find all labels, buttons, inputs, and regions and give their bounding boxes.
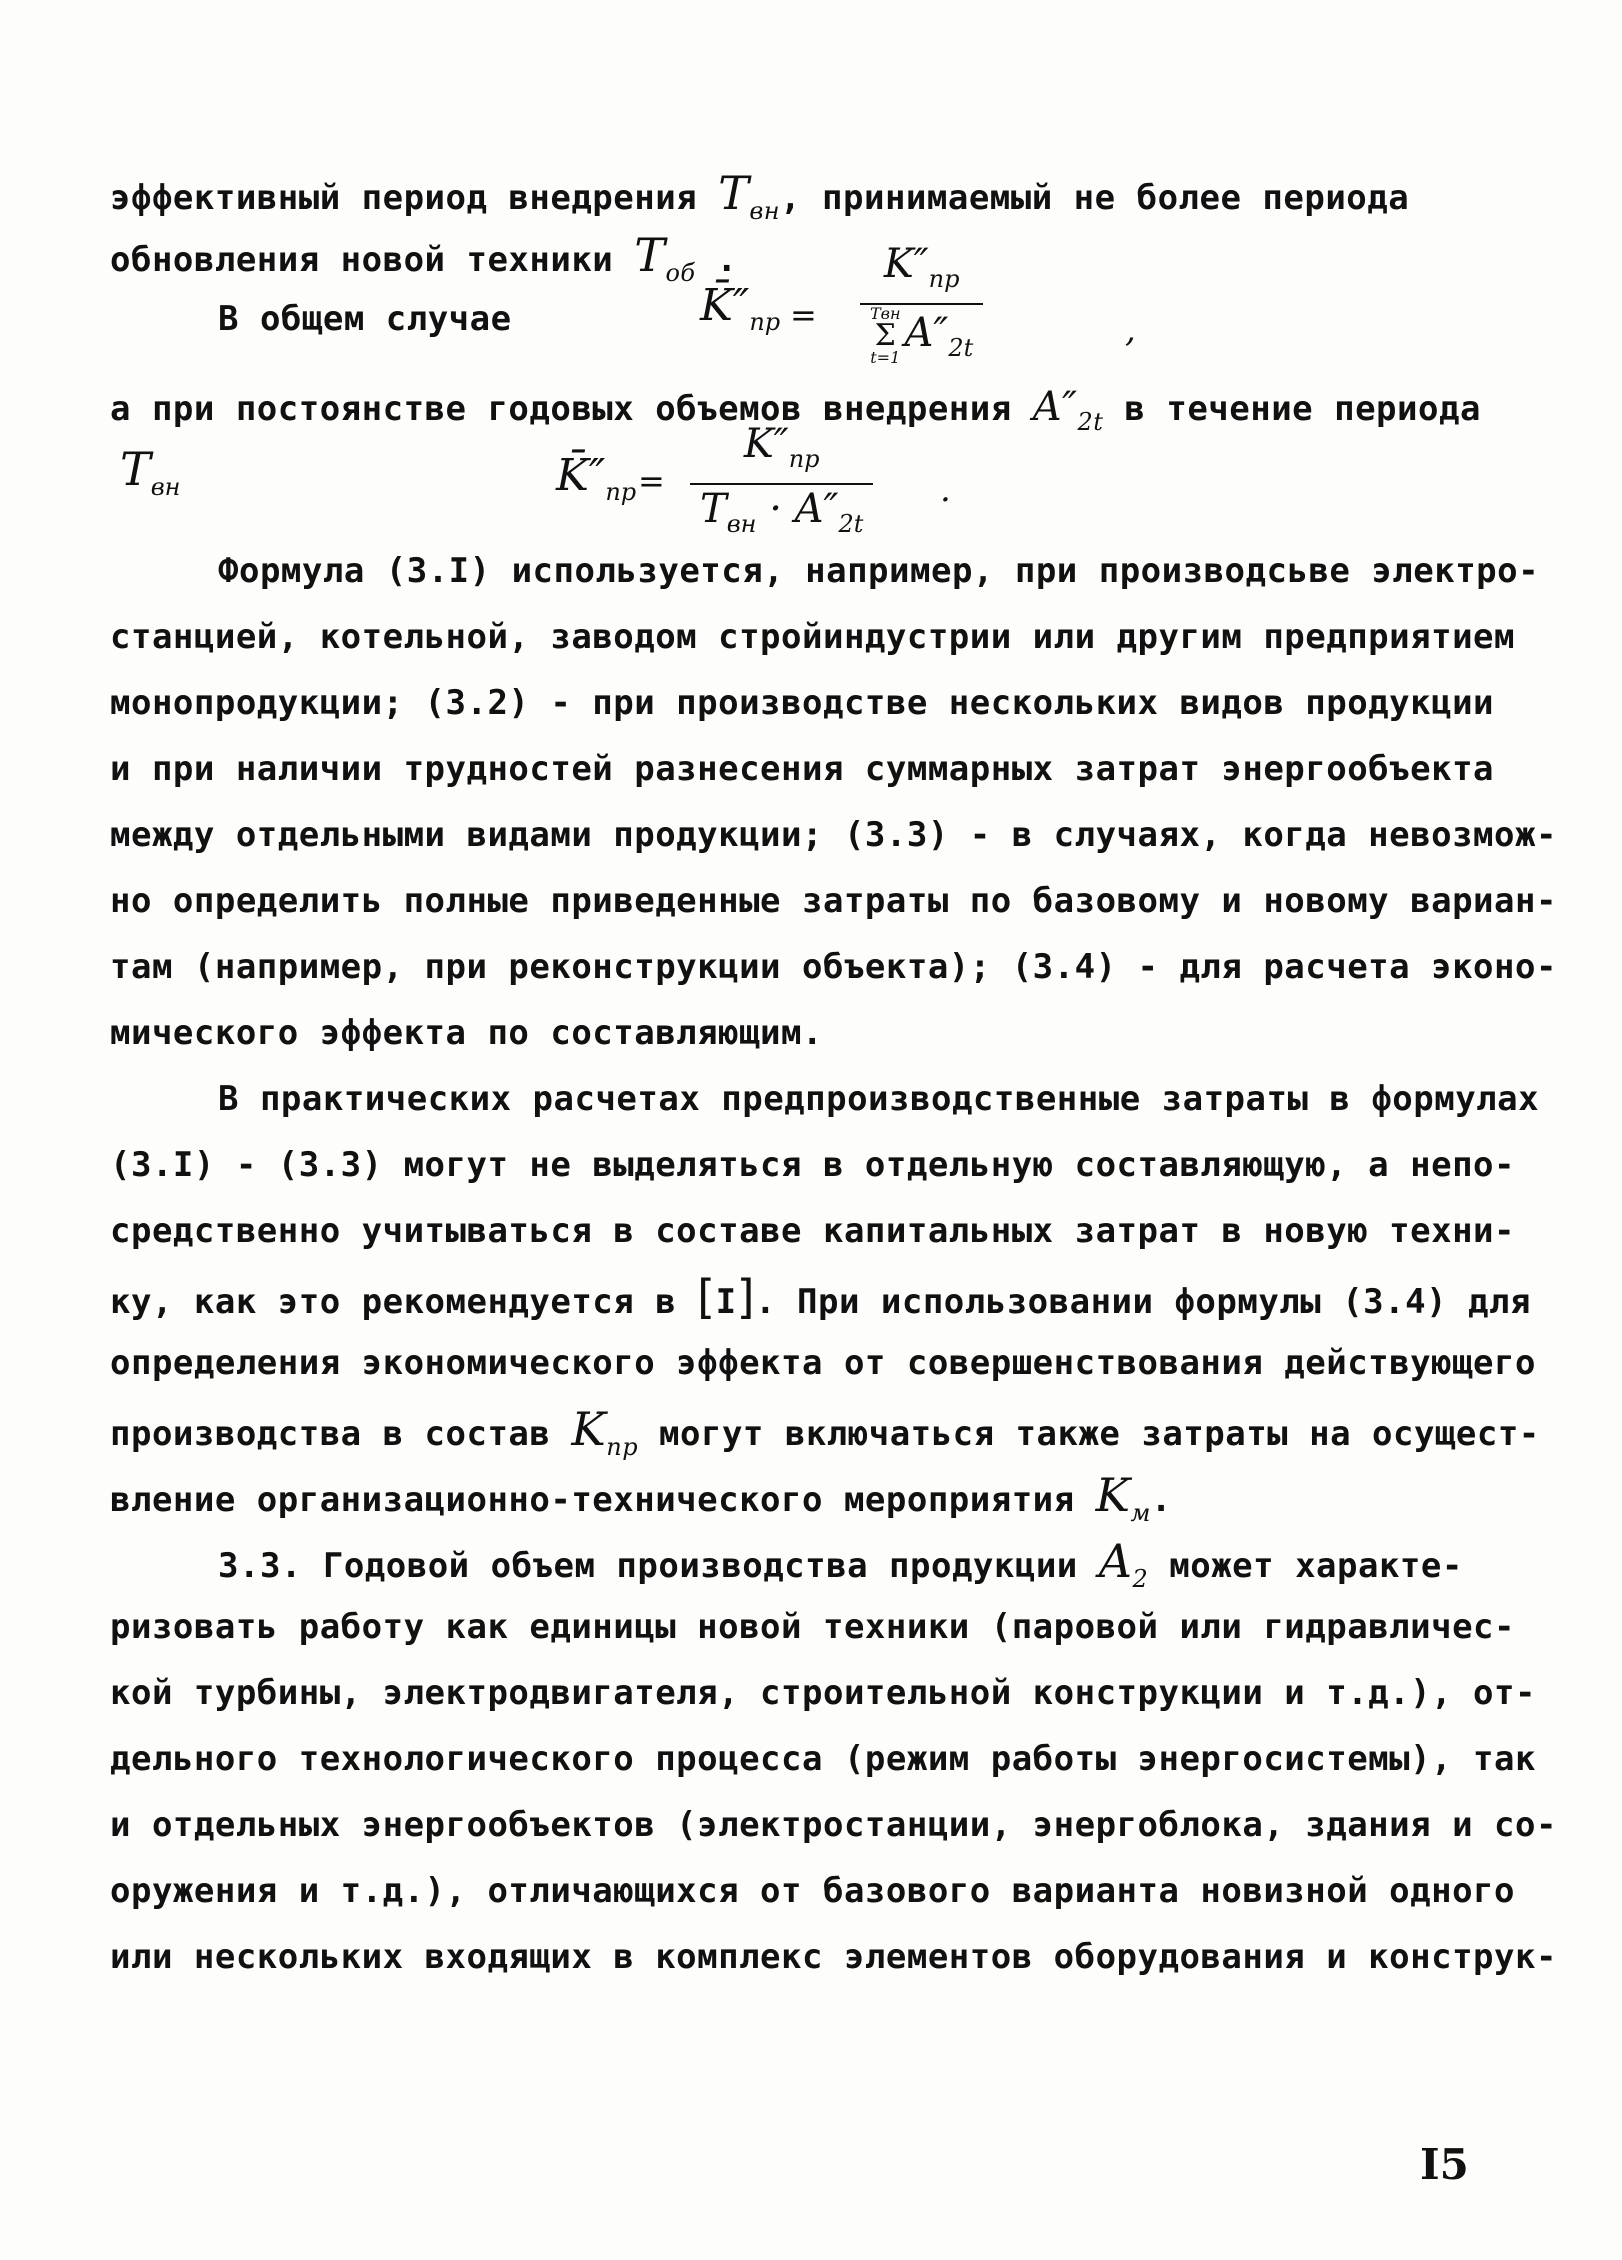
text-segment: ку, как это рекомендуется в [110,1282,677,1322]
text-segment: эффективный период внедрения [110,178,698,218]
text-line: и отдельных энергообъектов (электростанции, энергоблока, здания и со- [110,1805,1557,1845]
symbol-T: T [718,166,750,220]
symbol-subscript: вн [749,197,781,225]
denominator-A: A″ [794,486,839,532]
denominator-subscript: вн [726,510,757,538]
text-line: или нескольких входящих в комплекс элементов оборудования и конструк- [110,1937,1557,1977]
numerator-symbol: K″ [743,421,789,467]
symbol-subscript: пр [606,1433,639,1461]
text-line: кой турбины, электродвигателя, строительной конструкции и т.д.), от- [110,1673,1536,1713]
text-line [110,166,1410,234]
symbol-A: A″ [1032,384,1078,430]
symbol-K: K [1095,1468,1131,1522]
symbol-subscript: вн [150,473,181,501]
text-line: станцией, котельной, заводом стройиндустрии или другим предприятием [110,617,1515,657]
text-line: средственно учитываться в составе капитальных затрат в новую техни- [110,1211,1515,1251]
formula2-lead [120,442,180,501]
text-line: дельного технологического процесса (режим работы энергосистемы), так [110,1739,1536,1779]
lhs-symbol: K̄″ [700,280,750,331]
text-line: (3.I) - (3.3) могут не выделяться в отдельную составляющую, а непо- [110,1145,1515,1185]
lhs-symbol: K̄″ [556,450,606,501]
text-segment: 3.3. Годовой объем производства продукции [218,1546,1078,1586]
sum-upper-limit: Tвн [870,304,901,323]
symbol-subscript: об [665,259,696,287]
text-line [110,1270,1531,1325]
text-line [218,1534,1463,1602]
text-segment: . [1150,1480,1172,1520]
formula-lead-text: В общем случае [218,299,512,339]
text-line [110,228,738,296]
formula-trailing: . [940,470,951,510]
lhs-subscript: пр [605,478,637,506]
fraction-numerator [734,420,830,483]
symbol-T: T [120,442,151,496]
text-segment: а при постоянстве годовых объемов внедрения [110,389,1012,429]
text-segment: вление организационно-технического мероприятия [110,1480,1075,1520]
sigma-icon: Σ [874,318,896,353]
text-line: ризовать работу как единицы новой техники (паровой или гидравличес- [110,1607,1515,1647]
numerator-subscript: пр [788,445,820,473]
symbol-subscript: 2 [1132,1565,1149,1593]
symbol-subscript: м [1130,1499,1151,1527]
text-segment: обновления новой техники [110,240,614,280]
numerator-subscript: пр [928,265,960,293]
multiplication-dot: · [769,486,782,532]
formula1-fraction [860,240,983,372]
text-segment: могут включаться также затраты на осущест- [659,1414,1540,1454]
text-line: оружения и т.д.), отличающихся от базового варианта новизной одного [110,1871,1515,1911]
sum-lower-limit: t=1 [870,348,901,367]
fraction-denominator [860,305,983,372]
text-line: там (например, при реконструкции объекта); (3.4) - для расчета эконо- [110,947,1557,987]
equals-sign: = [790,296,817,334]
text-segment: , принимаемый не более периода [780,178,1410,218]
summation [870,305,901,367]
text-line: определения экономического эффекта от совершенствования действующего [110,1343,1536,1383]
fraction-numerator [874,240,970,303]
text-line [110,1468,1172,1536]
text-segment: . [716,240,738,280]
denominator-subscript: 2t [838,510,864,538]
text-segment: в течение периода [1124,389,1481,429]
reference-number: I [715,1282,737,1322]
text-segment: производства в состав [110,1414,551,1454]
formula1-lhs [700,280,780,336]
text-line: В практических расчетах предпроизводственные затраты в формулах [218,1079,1540,1119]
lhs-subscript: пр [749,308,781,336]
text-line [110,1402,1540,1470]
formula2-fraction [690,420,873,548]
text-line: мического эффекта по составляющим. [110,1013,823,1053]
denominator-symbol: A″ [904,310,949,356]
formula-trailing: , [1125,310,1136,350]
symbol-T: T [634,228,666,282]
text-line: и при наличии трудностей разнесения суммарных затрат энергообъекта [110,749,1495,789]
text-line: но определить полные приведенные затраты по базовому и новому вариан- [110,881,1557,921]
formula2-lhs [556,450,636,506]
text-line: монопродукции; (3.2) - при производстве нескольких видов продукции [110,683,1495,723]
reference-bracket: ] [736,1270,756,1324]
numerator-symbol: K″ [883,241,929,287]
reference-bracket: [ [697,1270,716,1324]
symbol-A: A [1098,1534,1133,1588]
text-segment: . При использовании формулы (3.4) для [755,1282,1531,1322]
page-number: I5 [1420,2140,1469,2189]
denominator-T: T [700,486,727,532]
text-line: Формула (3.I) используется, например, при производсьве электро- [218,551,1540,591]
text-line: между отдельными видами продукции; (3.3) - в случаях, когда невозмож- [110,815,1557,855]
equals-sign: = [638,462,665,500]
text-segment: может характе- [1169,1546,1463,1586]
denominator-subscript: 2t [948,334,974,362]
symbol-subscript: 2t [1077,408,1104,436]
symbol-K: K [571,1402,607,1456]
fraction-denominator [690,485,873,548]
